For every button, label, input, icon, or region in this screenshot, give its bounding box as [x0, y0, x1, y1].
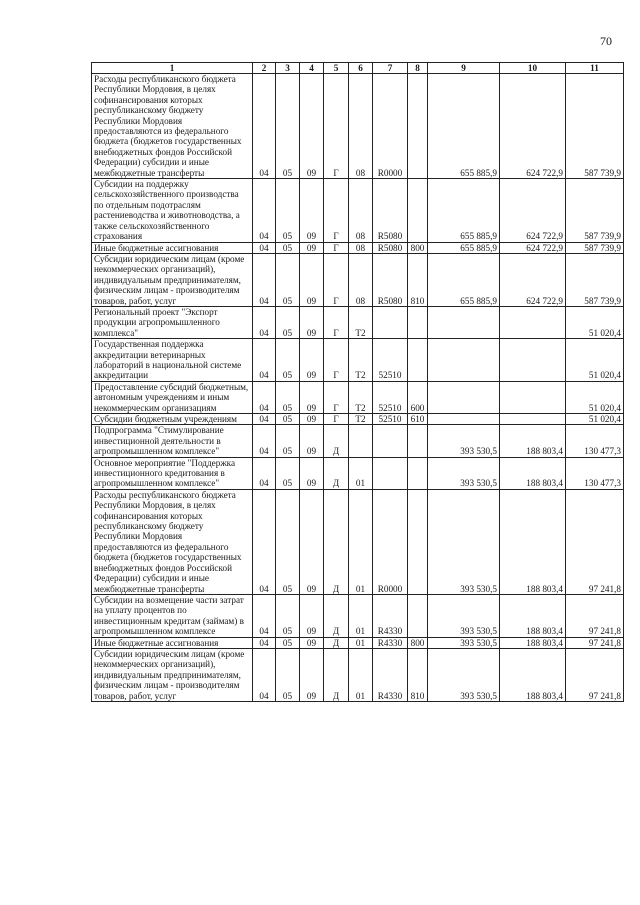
col-11-cell: 51 020,4: [566, 414, 624, 425]
col-6-cell: 01: [349, 637, 373, 648]
col-5-cell: Д: [324, 648, 349, 701]
col-6-cell: Т2: [349, 414, 373, 425]
col-9-cell: [428, 381, 500, 413]
row-name-cell: Основное мероприятие "Поддержка инвестиционного кредитования в агропромышленном комплексе": [92, 457, 253, 489]
col-10-cell: 624 722,9: [500, 74, 566, 179]
col-4-cell: 09: [300, 74, 324, 179]
col-10-cell: 188 803,4: [500, 648, 566, 701]
col-9-cell: 655 885,9: [428, 74, 500, 179]
col-7-cell: R0000: [373, 489, 408, 594]
table-row: [92, 253, 624, 306]
col-6-cell: Т2: [349, 306, 373, 338]
col-4-cell: 09: [300, 381, 324, 413]
col-2-cell: 04: [253, 457, 276, 489]
col-10-cell: 624 722,9: [500, 253, 566, 306]
col-8-cell: 810: [408, 253, 428, 306]
col-2-cell: 04: [253, 637, 276, 648]
table-row: [92, 381, 624, 413]
col-3-cell: 05: [276, 339, 300, 382]
col-4-cell: 09: [300, 242, 324, 253]
row-name-cell: Иные бюджетные ассигнования: [92, 637, 253, 648]
col-3-cell: 05: [276, 425, 300, 457]
col-10-cell: 188 803,4: [500, 425, 566, 457]
row-name-cell: Подпрограмма "Стимулирование инвестиционной деятельности в агропромышленном комплексе": [92, 425, 253, 457]
col-3-cell: 05: [276, 414, 300, 425]
col-6-cell: [349, 425, 373, 457]
col-2-cell: 04: [253, 179, 276, 242]
col-2-cell: 04: [253, 414, 276, 425]
col-6-cell: Т2: [349, 339, 373, 382]
col-11-cell: 51 020,4: [566, 339, 624, 382]
col-6-cell: Т2: [349, 381, 373, 413]
col-7-cell: [373, 457, 408, 489]
col-4-cell: 09: [300, 637, 324, 648]
col-2-cell: 04: [253, 648, 276, 701]
col-10-cell: [500, 381, 566, 413]
column-header: 8: [408, 63, 428, 74]
col-7-cell: [373, 306, 408, 338]
col-2-cell: 04: [253, 425, 276, 457]
col-9-cell: 393 530,5: [428, 594, 500, 637]
col-8-cell: [408, 74, 428, 179]
row-name-cell: Иные бюджетные ассигнования: [92, 242, 253, 253]
col-7-cell: [373, 425, 408, 457]
col-9-cell: [428, 339, 500, 382]
col-2-cell: 04: [253, 306, 276, 338]
col-8-cell: [408, 489, 428, 594]
col-2-cell: 04: [253, 489, 276, 594]
col-10-cell: [500, 414, 566, 425]
table-row: [92, 339, 624, 382]
col-8-cell: [408, 306, 428, 338]
table-row: [92, 179, 624, 242]
col-11-cell: 97 241,8: [566, 637, 624, 648]
table-row: [92, 242, 624, 253]
col-7-cell: R5080: [373, 179, 408, 242]
header-row: [92, 63, 624, 74]
table-row: [92, 648, 624, 701]
col-8-cell: [408, 457, 428, 489]
col-3-cell: 05: [276, 381, 300, 413]
col-11-cell: 130 477,3: [566, 457, 624, 489]
col-10-cell: 188 803,4: [500, 594, 566, 637]
col-4-cell: 09: [300, 414, 324, 425]
row-name-cell: Субсидии юридическим лицам (кроме некоммерческих организаций), индивидуальным предпринимателям, физическим лицам - производителям товаров, работ, услуг: [92, 648, 253, 701]
col-5-cell: Г: [324, 179, 349, 242]
col-7-cell: R4330: [373, 594, 408, 637]
col-4-cell: 09: [300, 457, 324, 489]
col-9-cell: 393 530,5: [428, 648, 500, 701]
col-11-cell: 587 739,9: [566, 242, 624, 253]
col-5-cell: Д: [324, 489, 349, 594]
col-5-cell: Д: [324, 637, 349, 648]
col-4-cell: 09: [300, 648, 324, 701]
col-10-cell: [500, 306, 566, 338]
col-10-cell: 188 803,4: [500, 489, 566, 594]
col-10-cell: 188 803,4: [500, 457, 566, 489]
column-header: 11: [566, 63, 624, 74]
col-6-cell: 01: [349, 489, 373, 594]
budget-table: [91, 62, 624, 702]
col-2-cell: 04: [253, 594, 276, 637]
col-9-cell: 393 530,5: [428, 457, 500, 489]
col-2-cell: 04: [253, 381, 276, 413]
column-header: 3: [276, 63, 300, 74]
col-4-cell: 09: [300, 339, 324, 382]
col-7-cell: R5080: [373, 242, 408, 253]
col-10-cell: 188 803,4: [500, 637, 566, 648]
col-3-cell: 05: [276, 242, 300, 253]
col-2-cell: 04: [253, 339, 276, 382]
col-11-cell: 587 739,9: [566, 74, 624, 179]
table-row: [92, 306, 624, 338]
column-header: 10: [500, 63, 566, 74]
col-7-cell: R4330: [373, 648, 408, 701]
col-4-cell: 09: [300, 425, 324, 457]
col-8-cell: 600: [408, 381, 428, 413]
col-11-cell: 97 241,8: [566, 648, 624, 701]
column-header: 6: [349, 63, 373, 74]
col-6-cell: 08: [349, 253, 373, 306]
table-row: [92, 414, 624, 425]
col-4-cell: 09: [300, 179, 324, 242]
col-5-cell: Г: [324, 253, 349, 306]
table-row: [92, 594, 624, 637]
col-4-cell: 09: [300, 306, 324, 338]
col-3-cell: 05: [276, 594, 300, 637]
col-5-cell: Г: [324, 339, 349, 382]
col-5-cell: Д: [324, 457, 349, 489]
col-5-cell: Г: [324, 381, 349, 413]
col-8-cell: 800: [408, 242, 428, 253]
col-4-cell: 09: [300, 253, 324, 306]
col-9-cell: [428, 414, 500, 425]
row-name-cell: Расходы республиканского бюджета Республики Мордовия, в целях софинансирования которых республиканскому бюджету Республики Мордовия предоставляются из федерального бюджета (бюджетов государственных внебюджетных фондов Российской Федерации) субсидии и иные межбюджетные трансферты: [92, 489, 253, 594]
table-row: [92, 425, 624, 457]
column-header: 5: [324, 63, 349, 74]
col-2-cell: 04: [253, 253, 276, 306]
col-8-cell: 610: [408, 414, 428, 425]
col-9-cell: 655 885,9: [428, 242, 500, 253]
col-3-cell: 05: [276, 306, 300, 338]
col-5-cell: Г: [324, 74, 349, 179]
col-5-cell: Д: [324, 594, 349, 637]
col-6-cell: 01: [349, 457, 373, 489]
col-7-cell: R4330: [373, 637, 408, 648]
col-8-cell: 810: [408, 648, 428, 701]
col-7-cell: 52510: [373, 381, 408, 413]
col-10-cell: 624 722,9: [500, 242, 566, 253]
col-7-cell: R0000: [373, 74, 408, 179]
column-header: 1: [92, 63, 253, 74]
table-row: [92, 637, 624, 648]
table-row: [92, 489, 624, 594]
col-3-cell: 05: [276, 179, 300, 242]
table-row: [92, 74, 624, 179]
row-name-cell: Субсидии юридическим лицам (кроме некоммерческих организаций), индивидуальным предпринимателям, физическим лицам - производителям товаров, работ, услуг: [92, 253, 253, 306]
col-2-cell: 04: [253, 74, 276, 179]
col-4-cell: 09: [300, 489, 324, 594]
row-name-cell: Субсидии бюджетным учреждениям: [92, 414, 253, 425]
col-7-cell: R5080: [373, 253, 408, 306]
col-11-cell: 51 020,4: [566, 381, 624, 413]
col-9-cell: [428, 306, 500, 338]
col-6-cell: 08: [349, 242, 373, 253]
column-header: 2: [253, 63, 276, 74]
table-body: [92, 74, 624, 702]
col-6-cell: 08: [349, 74, 373, 179]
row-name-cell: Расходы республиканского бюджета Республики Мордовия, в целях софинансирования которых республиканскому бюджету Республики Мордовия предоставляются из федерального бюджета (бюджетов государственных внебюджетных фондов Российской Федерации) субсидии и иные межбюджетные трансферты: [92, 74, 253, 179]
table-row: [92, 457, 624, 489]
col-11-cell: 97 241,8: [566, 594, 624, 637]
col-3-cell: 05: [276, 74, 300, 179]
col-11-cell: 587 739,9: [566, 253, 624, 306]
col-5-cell: Г: [324, 306, 349, 338]
col-6-cell: 08: [349, 179, 373, 242]
col-3-cell: 05: [276, 637, 300, 648]
col-9-cell: 655 885,9: [428, 253, 500, 306]
row-name-cell: Государственная поддержка аккредитации ветеринарных лабораторий в национальной системе аккредитации: [92, 339, 253, 382]
col-3-cell: 05: [276, 457, 300, 489]
col-9-cell: 655 885,9: [428, 179, 500, 242]
col-3-cell: 05: [276, 489, 300, 594]
column-header: 7: [373, 63, 408, 74]
col-7-cell: 52510: [373, 339, 408, 382]
row-name-cell: Региональный проект "Экспорт продукции агропромышленного комплекса": [92, 306, 253, 338]
row-name-cell: Предоставление субсидий бюджетным, автономным учреждениям и иным некоммерческим организациям: [92, 381, 253, 413]
col-10-cell: 624 722,9: [500, 179, 566, 242]
row-name-cell: Субсидии на поддержку сельскохозяйственного производства по отдельным подотраслям растениеводства и животноводства, а также сельскохозяйственного страхования: [92, 179, 253, 242]
page-number: 70: [600, 34, 612, 48]
col-6-cell: 01: [349, 648, 373, 701]
col-11-cell: 587 739,9: [566, 179, 624, 242]
col-9-cell: 393 530,5: [428, 637, 500, 648]
col-8-cell: [408, 339, 428, 382]
col-9-cell: 393 530,5: [428, 425, 500, 457]
row-name-cell: Субсидии на возмещение части затрат на уплату процентов по инвестиционным кредитам (займам) в агропромышленном комплексе: [92, 594, 253, 637]
col-3-cell: 05: [276, 648, 300, 701]
col-11-cell: 130 477,3: [566, 425, 624, 457]
column-header: 9: [428, 63, 500, 74]
col-5-cell: Г: [324, 242, 349, 253]
col-3-cell: 05: [276, 253, 300, 306]
col-7-cell: 52510: [373, 414, 408, 425]
col-4-cell: 09: [300, 594, 324, 637]
col-2-cell: 04: [253, 242, 276, 253]
col-11-cell: 97 241,8: [566, 489, 624, 594]
col-8-cell: 800: [408, 637, 428, 648]
col-5-cell: Г: [324, 414, 349, 425]
col-5-cell: Д: [324, 425, 349, 457]
col-6-cell: 01: [349, 594, 373, 637]
col-8-cell: [408, 594, 428, 637]
col-11-cell: 51 020,4: [566, 306, 624, 338]
col-8-cell: [408, 179, 428, 242]
col-10-cell: [500, 339, 566, 382]
column-header: 4: [300, 63, 324, 74]
col-9-cell: 393 530,5: [428, 489, 500, 594]
col-8-cell: [408, 425, 428, 457]
